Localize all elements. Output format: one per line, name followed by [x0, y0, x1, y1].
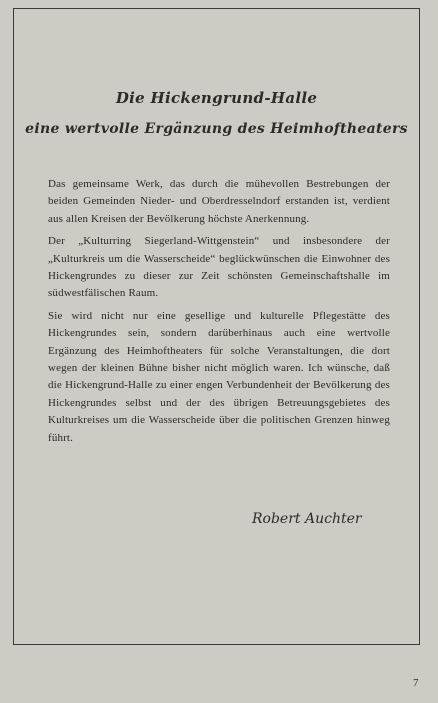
page-number: 7	[413, 677, 419, 689]
document-subtitle: eine wertvolle Ergänzung des Heimhoftheaters	[25, 121, 408, 137]
paragraph-2: Der „Kulturring Siegerland-Wittgenstein“ und insbesondere der „Kulturkreis um die Wasserscheide“ beglückwünschen die Einwohner des Hickengrundes zu dieser zur Zeit schönsten Gemeinschaftshalle im südwestfälischen Raum.	[48, 235, 390, 300]
body-text	[48, 176, 390, 452]
signature: Robert Auchter	[252, 511, 362, 527]
paragraph-3: Sie wird nicht nur eine gesellige und kulturelle Pflegestätte des Hickengrundes sein, sondern darüberhinaus auch eine wertvolle Ergänzung des Heimhoftheaters für solche Veranstaltungen, die dort wegen der kleinen Bühne bisher nicht möglich waren. Ich wünsche, daß die Hickengrund-Halle zu einer engen Verbundenheit der Bevölkerung des Hickengrundes selbst und der des übrigen Betreuungsgebietes des Kulturkreises um die Wasserscheide über die politischen Grenzen hinweg führt.	[48, 309, 390, 444]
paragraph-1: Das gemeinsame Werk, das durch die mühevollen Bestrebungen der beiden Gemeinden Nieder- und Oberdresselndorf erstanden ist, verdient aus allen Kreisen der Bevölkerung höchste Anerkennung.	[48, 178, 390, 225]
document-title: Die Hickengrund-Halle	[115, 89, 318, 107]
